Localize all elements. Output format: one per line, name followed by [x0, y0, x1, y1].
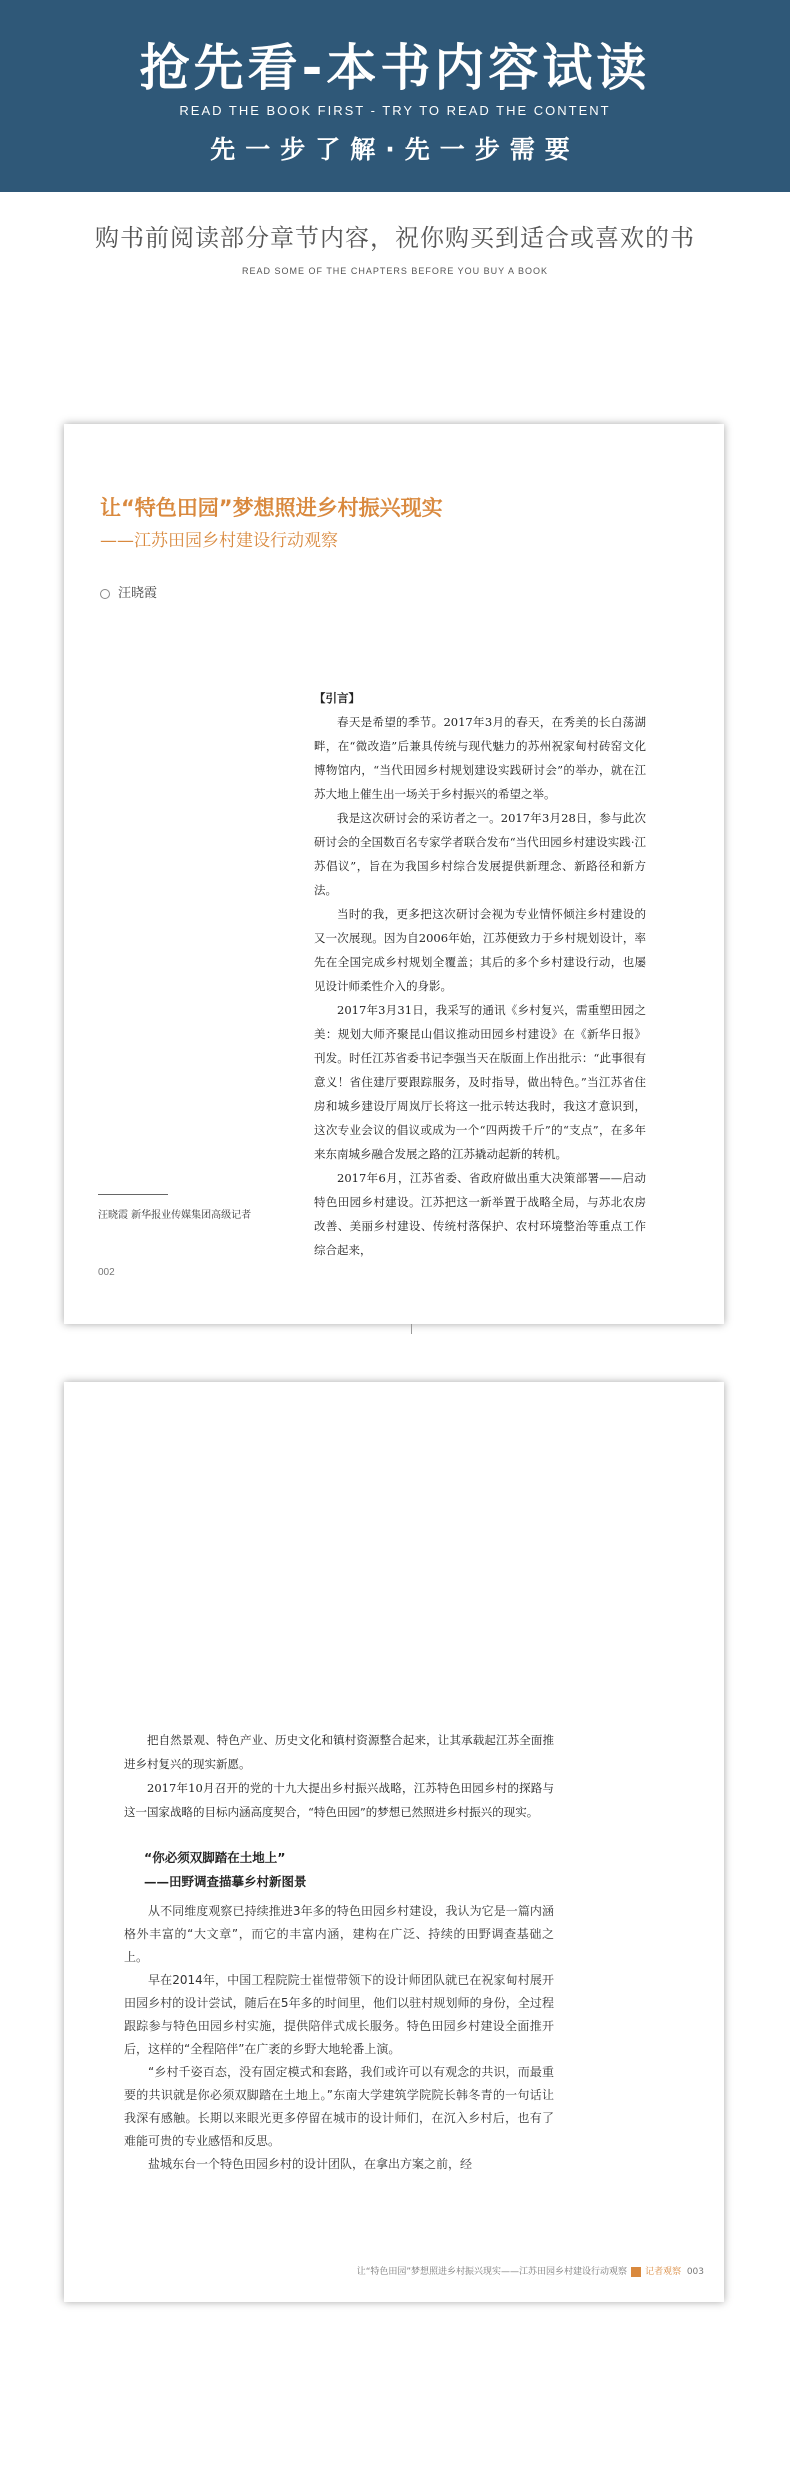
- section-heading: “你必须双脚踏在土地上”: [144, 1850, 286, 1865]
- author-footnote: 汪晓霞 新华报业传媒集团高级记者: [98, 1210, 252, 1221]
- paragraph: 2017年10月召开的党的十九大提出乡村振兴战略，江苏特色田园乡村的探路与这一国家战略的目标内涵高度契合，“特色田园”的梦想已然照进乡村振兴的现实。: [124, 1781, 554, 1819]
- banner-subtitle-en: READ THE BOOK FIRST - TRY TO READ THE CONTENT: [179, 103, 611, 118]
- paragraph: “乡村千姿百态，没有固定模式和套路，我们或许可以有观念的共识，而最重要的共识就是你必须双脚踏在土地上。”东南大学建筑学院院长韩冬青的一句话让我深有感触。长期以来眼光更多停留在城市的设计师们，在沉入乡村后，也有了难能可贵的专业感悟和反思。: [124, 2065, 554, 2148]
- paragraph: 从不同维度观察已持续推进3年多的特色田园乡村建设，我认为它是一篇内涵格外丰富的“大文章”，而它的丰富内涵，建构在广泛、持续的田野调查基础之上。: [124, 1904, 554, 1964]
- paragraph: 早在2014年，中国工程院院士崔愷带领下的设计师团队就已在祝家甸村展开田园乡村的设计尝试，随后在5年多的时间里，他们以驻村规划师的身份，全过程跟踪参与特色田园乡村实施，提供陪伴式成长服务。特色田园乡村建设全面推开后，这样的“全程陪伴”在广袤的乡野大地轮番上演。: [124, 1973, 554, 2056]
- paragraph: 2017年6月，江苏省委、省政府做出重大决策部署——启动特色田园乡村建设。江苏把这一新举置于战略全局，与苏北农房改善、美丽乡村建设、传统村落保护、农村环境整治等重点工作综合起来，: [314, 1171, 646, 1257]
- article-title: 让“特色田园”梦想照进乡村振兴现实: [100, 496, 443, 520]
- intro-label: 【引言】: [314, 691, 360, 705]
- book-page-right: [64, 1382, 724, 2302]
- paragraph: 我是这次研讨会的采访者之一。2017年3月28日，参与此次研讨会的全国数百名专家学者联合发布“当代田园乡村建设实践·江苏倡议”，旨在为我国乡村综合发展提供新理念、新路径和新方法。: [314, 811, 646, 897]
- banner-slogan: 先一步了解·先一步需要: [210, 135, 580, 164]
- author-name: 汪晓霞: [118, 586, 158, 601]
- section-subheading: ——田野调查描摹乡村新图景: [144, 1874, 307, 1889]
- page-number: 003: [686, 2267, 704, 2277]
- book-page-left: [64, 424, 724, 1324]
- paragraph: 当时的我，更多把这次研讨会视为专业情怀倾注乡村建设的又一次展现。因为自2006年始，江苏便致力于乡村规划设计，率先在全国完成乡村规划全覆盖；其后的多个乡村建设行动，也屡见设计师柔性介入的身影。: [314, 907, 646, 993]
- footnote-divider: [98, 1194, 168, 1195]
- intro-text-en: READ SOME OF THE CHAPTERS BEFORE YOU BUY A BOOK: [241, 266, 549, 276]
- body-column-top: [124, 1728, 554, 1824]
- footer-title: 让“特色田园”梦想照进乡村振兴现实——江苏田园乡村建设行动观察: [356, 2267, 628, 2277]
- intro-text-cn: 购书前阅读部分章节内容，祝你购买到适合或喜欢的书: [95, 224, 695, 252]
- article-subtitle: ——江苏田园乡村建设行动观察: [100, 531, 338, 551]
- intro-column: [314, 686, 646, 1262]
- top-banner: [0, 0, 790, 192]
- gutter-mark: [411, 1324, 412, 1334]
- circle-bullet-icon: [100, 589, 110, 599]
- page-number: 002: [98, 1267, 115, 1278]
- paragraph: 春天是希望的季节。2017年3月的春天，在秀美的长白荡湖畔，在“微改造”后兼具传统与现代魅力的苏州祝家甸村砖窑文化博物馆内，“当代田园乡村规划建设实践研讨会”的举办，就在江苏大地上催生出一场关于乡村振兴的希望之举。: [314, 715, 646, 801]
- section-marker: [631, 2267, 641, 2277]
- paragraph: 2017年3月31日，我采写的通讯《乡村复兴，需重塑田园之美：规划大师齐聚昆山倡议推动田园乡村建设》在《新华日报》刊发。时任江苏省委书记李强当天在版面上作出批示：“此事很有意义！省住建厅要跟踪服务，及时指导，做出特色。”当江苏省住房和城乡建设厅周岚厅长将这一批示转达我时，我这才意识到，这次专业会议的倡议或成为一个“四两拨千斤”的“支点”，在多年来东南城乡融合发展之路的江苏撬动起新的转机。: [314, 1003, 646, 1161]
- body-column-bottom: [124, 1900, 554, 2176]
- running-footer: [357, 2264, 704, 2277]
- author-line: [100, 582, 157, 601]
- footer-section: 记者观察: [645, 2267, 682, 2277]
- banner-title: 抢先看-本书内容试读: [139, 39, 651, 97]
- paragraph: 盐城东台一个特色田园乡村的设计团队，在拿出方案之前，经: [148, 2157, 473, 2171]
- paragraph: 把自然景观、特色产业、历史文化和镇村资源整合起来，让其承载起江苏全面推进乡村复兴的现实新愿。: [124, 1733, 554, 1771]
